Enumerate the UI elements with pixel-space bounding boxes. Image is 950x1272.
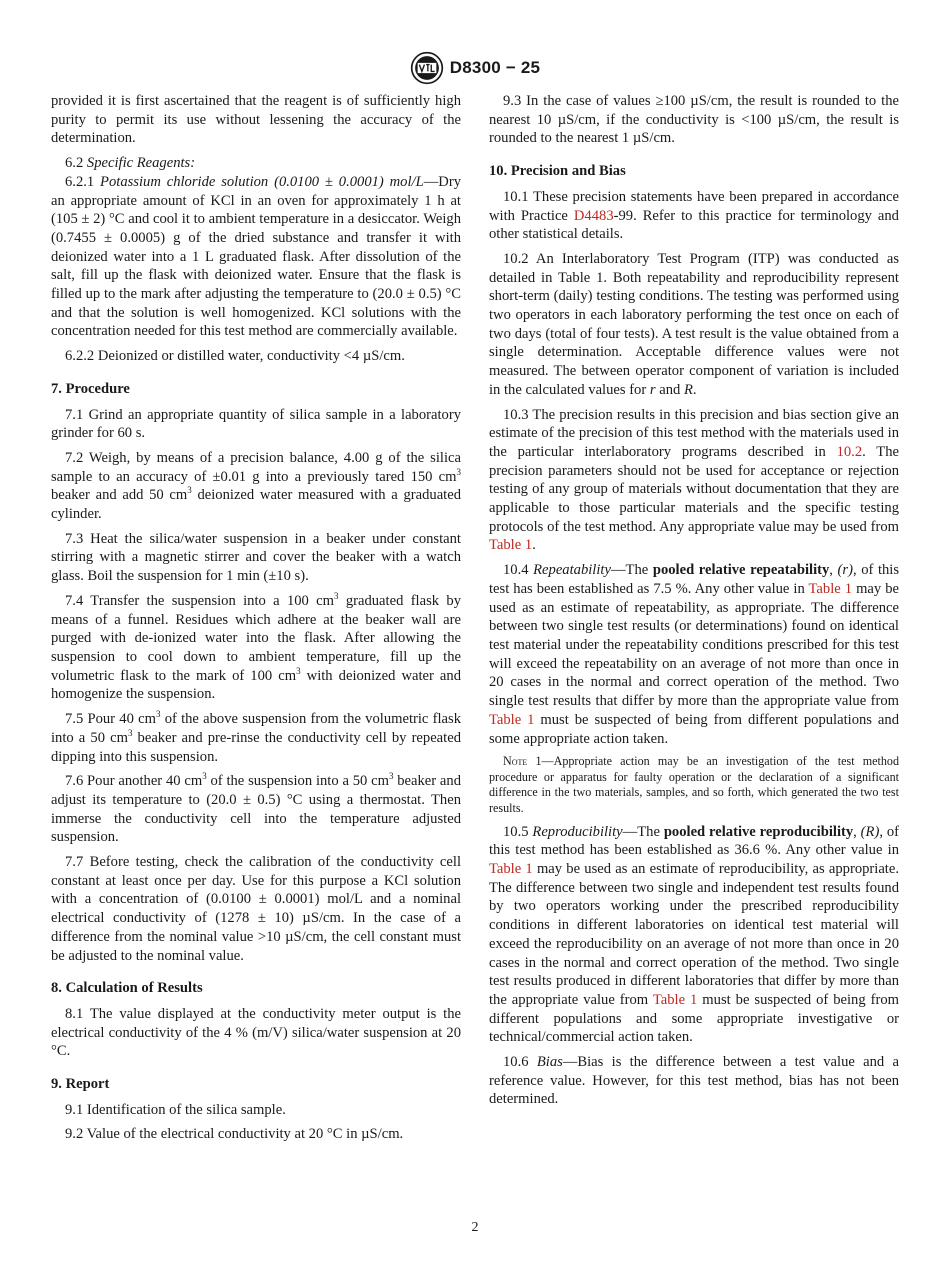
section-6-2-2: 6.2.2 Deionized or distilled water, conductivity <4 µS/cm. (65, 348, 405, 365)
left-column (51, 92, 461, 1150)
heading-calculation: 8. Calculation of Results (51, 980, 203, 997)
paragraph-10-4: 10.4 Repeatability—The pooled relative repeatability, (r), of this test has been established as 7.5 %. Any other value in Table 1 may be used as an estimate of repeatability, as appropriate. The difference between two single test results (or determinations) found on identical test material under the repeatability conditions prescribed for this test will exceed the repeatability on an average of not more than once in 20 cases in the normal and correct operation of the method. Two single test results that differ by more than the appropriate value from Table 1 must be suspected of being from different populations and some appropriate action taken. (489, 562, 900, 747)
link-table-1[interactable]: Table 1 (489, 860, 533, 877)
paragraph-7-6: 7.6 Pour another 40 $cm^3$ of the suspension into a 50 $cm^3$ beaker and adjust its temperature to (20.0 ± 0.5) °C using a thermostat. Then immerse the conductivity cell into the temperature adjusted suspension. (51, 771, 461, 846)
paragraph-7-7: 7.7 Before testing, check the calibration of the conductivity cell constant at least once per day. Use for this purpose a KCl solution with a concentration of (0.0100 ± 0.0001) mol/L and a nominal electrical conductivity of (1278 ± 10) µS/cm. In the case of a difference from the nominal value >10 µS/cm, the cell constant must be adjusted to the nominal value. (51, 854, 461, 964)
paragraph-8-1: 8.1 The value displayed at the conductivity meter output is the electrical conductivity of the 4 % (m/V) silica/water suspension at 20 °C. (51, 1005, 461, 1060)
page-header (0, 51, 950, 85)
paragraph-7-5: 7.5 Pour 40 $cm^3$ of the above suspension from the volumetric flask into a 50 $cm^3$ beaker and pre-rinse the conductivity cell by repeated dipping into this suspension. (51, 709, 462, 765)
paragraph-10-1: 10.1 These precision statements have been prepared in accordance with Practice D4483-99. Refer to this practice for terminology and other statistical details. (489, 188, 899, 243)
heading-report: 9. Report (51, 1076, 110, 1093)
paragraph-10-5: 10.5 Reproducibility—The pooled relative reproducibility, (R), of this test method has been established as 36.6 %. Any other value in Table 1 may be used as an estimate of reproducibility, as appropriate. The difference between two single and independent test results found by two operators working under the prescribed reproducibility conditions in different laboratories on identical test material will exceed the reproducibility on an average of not more than once in 20 cases in the normal and correct operation of the method. Two single test results produced in different laboratories that differ by more than the appropriate value from Table 1 must be suspected of being from different populations and some appropriate investigative or technical/commercial action taken. (489, 823, 899, 1046)
section-6-2-1: 6.2.1 Potassium chloride solution (0.0100 ± 0.0001) mol/L—Dry an appropriate amount of KCl in an oven for approximately 1 h at (105 ± 2) °C and cool it to ambient temperature in a desiccator. Weigh (0.7455 ± 0.0005) g of the dried substance and transfer it with deionized water into a 1 L graduated flask. After dissolution of the salt, fill up the flask with deionized water. Ensure that the flask is filled up to the mark after adjusting the temperature to (20.0 ± 0.5) °C and that the solution is well homogenized. KCl solutions with the concentration needed for this test method are commercially available. (51, 173, 461, 340)
paragraph-7-2: 7.2 Weigh, by means of a precision balance, 4.00 g of the silica sample to an accuracy of ±0.01 g into a previously tared 150 $cm^3$ beaker and add 50 $cm^3$ deionized water measured with a graduated cylinder. (51, 449, 461, 523)
paragraph-10-6: 10.6 Bias—Bias is the difference between a test value and a reference value. However, for this test method, bias has not been determined. (489, 1054, 900, 1108)
paragraph-9-3: 9.3 In the case of values ≥100 µS/cm, the result is rounded to the nearest 10 µS/cm, if the conductivity is <100 µS/cm, the result is rounded to the nearest 1 µS/cm. (489, 93, 899, 147)
link-table-1[interactable]: Table 1 (489, 711, 535, 728)
paragraph-7-1: 7.1 Grind an appropriate quantity of silica sample in a laboratory grinder for 60 s. (51, 406, 461, 442)
page-number: 2 (471, 1220, 479, 1235)
paragraph-7-3: 7.3 Heat the silica/water suspension in a beaker under constant stirring with a magnetic stirrer and cover the beaker with a watch glass. Boil the suspension for 1 min (±10 s). (51, 530, 461, 585)
link-table-1[interactable]: Table 1 (652, 991, 698, 1008)
paragraph-7-4: 7.4 Transfer the suspension into a 100 $cm^3$ graduated flask by means of a funnel. Residues which adhere at the beaker wall are purged with de-ionized water into the flask. After allowing the suspension to cool down to ambient temperature, fill up the volumetric flask to the mark of 100 $cm^3$ with deionized water and homogenize the suspension. (51, 590, 462, 703)
link-table-1[interactable]: Table 1 (808, 580, 853, 597)
note-1: Note 1—Appropriate action may be an investigation of the test method procedure or apparatus for faulty operation or the declaration of a significant difference in the two materials, samples, and so forth, which generated the two test results. (489, 754, 899, 815)
section-6-2: 6.2 Specific Reagents: (65, 155, 196, 172)
right-column (489, 92, 899, 1115)
heading-procedure: 7. Procedure (51, 380, 130, 397)
heading-precision-bias: 10. Precision and Bias (489, 163, 626, 180)
link-table-1[interactable]: Table 1 (489, 537, 533, 554)
paragraph-10-3: 10.3 The precision results in this precision and bias section give an estimate of the precision of this test method with the materials used in the particular interlaboratory programs described in 10.2. The precision parameters should not be used for acceptance or rejection testing of any group of materials without documentation that they are applicable to those particular materials and the specific testing protocols of the test method. Any appropriate value may be used from Table 1. (489, 406, 899, 554)
paragraph-9-2: 9.2 Value of the electrical conductivity at 20 °C in µS/cm. (65, 1126, 404, 1143)
paragraph-9-1: 9.1 Identification of the silica sample. (65, 1101, 286, 1118)
paragraph-intro: provided it is first ascertained that the reagent is of sufficiently high purity to permit its use without lessening the accuracy of the determination. (51, 93, 461, 147)
paragraph-10-2: 10.2 An Interlaboratory Test Program (ITP) was conducted as detailed in Table 1. Both repeatability and reproducibility represent short-term (daily) testing conditions. The testing was performed using two operators in each laboratory performing the test once on each of two days (total of four tests). A test result is the value obtained from a single determination. Acceptable difference values were not measured. The between operator component of variation is included in the calculated values for r and R. (489, 250, 899, 398)
astm-logo-icon (410, 51, 444, 85)
link-section-10-2[interactable]: 10.2 (836, 443, 863, 460)
link-d4483[interactable]: D4483 (573, 207, 614, 224)
document-id: D8300 − 25 (449, 58, 541, 77)
